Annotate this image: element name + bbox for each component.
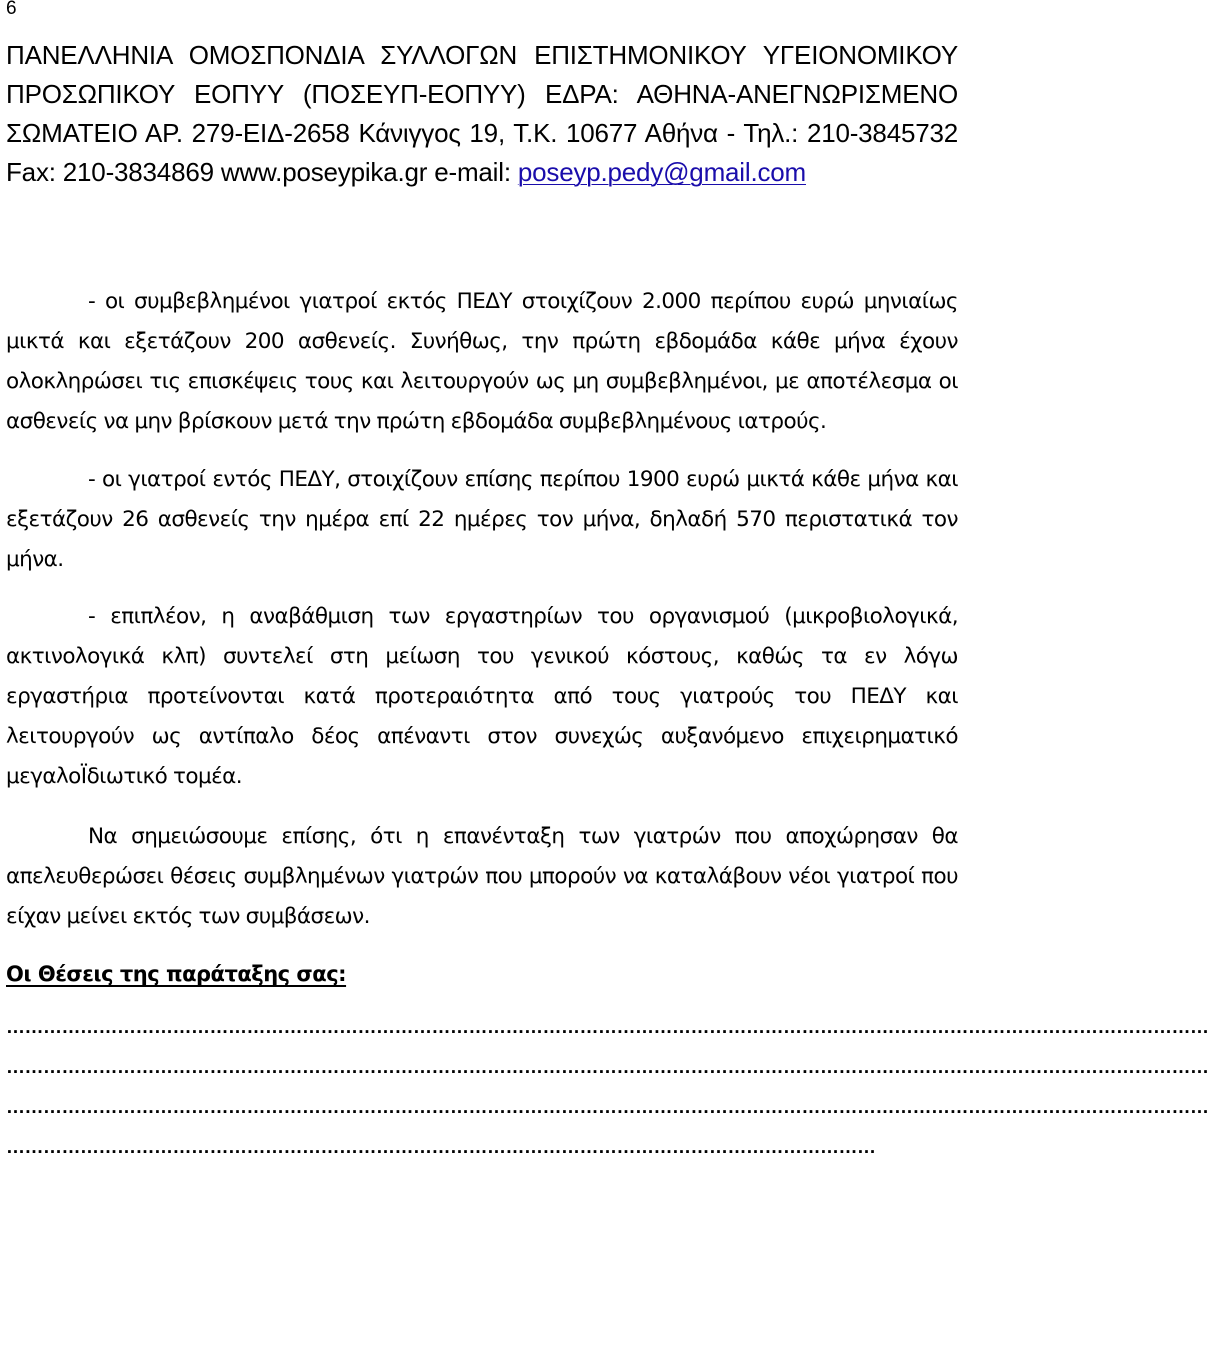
header-text: ΠΑΝΕΛΛΗΝΙΑ ΟΜΟΣΠΟΝΔΙΑ ΣΥΛΛΟΓΩΝ ΕΠΙΣΤΗΜΟΝΙΚΟΥ ΥΓΕΙΟΝΟΜΙΚΟΥ ΠΡΟΣΩΠΙΚΟΥ ΕΟΠΥΥ (ΠΟΣΕΥΠ-ΕΟΠΥΥ) ΕΔΡΑ: ΑΘΗΝΑ-ΑΝΕΓΝΩΡΙΣΜΕΝΟ ΣΩΜΑΤΕΙΟ ΑΡ. 279-ΕΙΔ-2658 Κάνιγγος 19, Τ.Κ. 10677 Αθήνα - Τηλ.: 210-3845732 Fax: 210-3834869 www.poseypika.gr e-mail: bbox=[6, 40, 958, 187]
paragraph-reinstatement: Να σημειώσουμε επίσης, ότι η επανένταξη των γιατρών που αποχώρησαν θα απελευθερώσει θέσεις συμβλημένων γιατρών που μπορούν να καταλάβουν νέοι γιατροί που είχαν μείνει εκτός των συμβάσεων. bbox=[6, 824, 958, 929]
answer-line-2: …………………………………………………………………………………………………………………………………………………………………………… bbox=[6, 1057, 1209, 1078]
section-title: Οι Θέσεις της παράταξης σας: bbox=[6, 962, 347, 986]
answer-line-4: …………………………………………………………………………………………………………………………… bbox=[6, 1137, 876, 1158]
document-page bbox=[6, 0, 1209, 1168]
organization-header bbox=[6, 36, 958, 192]
email-link[interactable]: poseyp.pedy@gmail.com bbox=[517, 157, 806, 187]
page-number: 6 bbox=[6, 0, 17, 19]
paragraph-laboratories: - επιπλέον, η αναβάθμιση των εργαστηρίων του οργανισμού (μικροβιολογικά, ακτινολογικά κλπ) συντελεί στη μείωση του γενικού κόστους, καθώς τα εν λόγω εργαστήρια προτείνονται κατά προτεραιότητα από τους γιατρούς του ΠΕΔΥ και λειτουργούν ως αντίπαλο δέος απέναντι στον συνεχώς αυξανόμενο επιχειρηματικό μεγαλοΪδιωτικό τομέα. bbox=[6, 604, 958, 789]
answer-line-1: …………………………………………………………………………………………………………………………………………………………………………… bbox=[6, 1017, 1209, 1038]
paragraph-pedy-doctors: - οι γιατροί εντός ΠΕΔΥ, στοιχίζουν επίσης περίπου 1900 ευρώ μικτά κάθε μήνα και εξετάζουν 26 ασθενείς την ημέρα επί 22 ημέρες τον μήνα, δηλαδή 570 περιστατικά τον μήνα. bbox=[6, 467, 958, 572]
answer-line-3: …………………………………………………………………………………………………………………………………………………………………………… bbox=[6, 1097, 1209, 1118]
paragraph-contracted-doctors: - οι συμβεβλημένοι γιατροί εκτός ΠΕΔΥ στοιχίζουν 2.000 περίπου ευρώ μηνιαίως μικτά και εξετάζουν 200 ασθενείς. Συνήθως, την πρώτη εβδομάδα κάθε μήνα έχουν ολοκληρώσει τις επισκέψεις τους και λειτουργούν ως μη συμβεβλημένοι, με αποτέλεσμα οι ασθενείς να μην βρίσκουν μετά την πρώτη εβδομάδα συμβεβλημένους ιατρούς. bbox=[6, 289, 958, 434]
document-body bbox=[6, 282, 958, 937]
